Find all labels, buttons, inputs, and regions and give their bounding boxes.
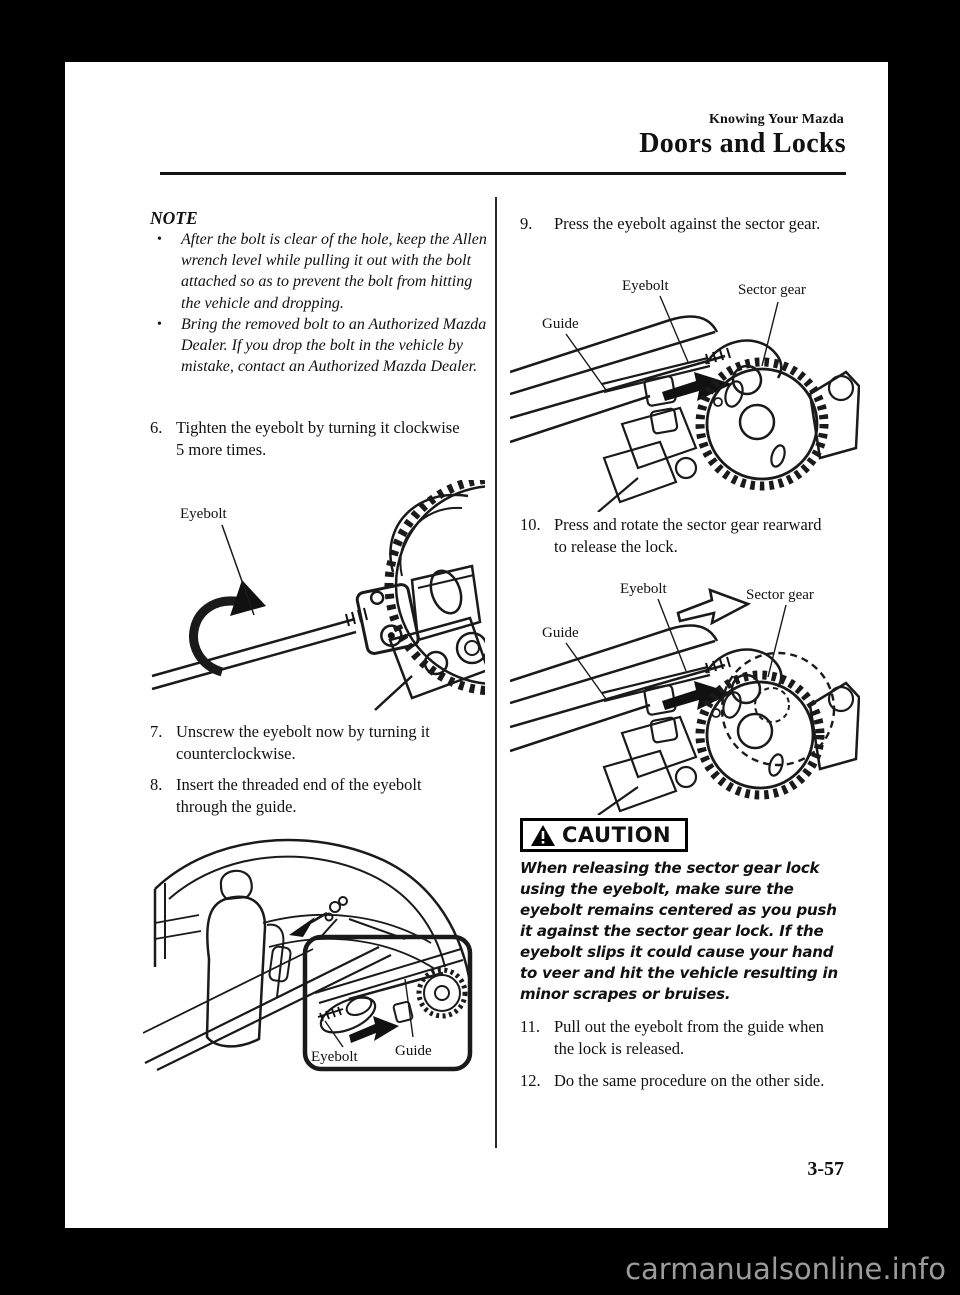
header-rule <box>160 172 846 175</box>
figure-label-sector-gear: Sector gear <box>738 282 806 298</box>
sector-gear-illustration <box>510 272 860 512</box>
bullet-glyph: • <box>157 316 162 332</box>
step-number: 10. <box>520 515 541 534</box>
caution-label: CAUTION <box>562 823 672 847</box>
eyebolt-gear-illustration <box>150 480 485 715</box>
caution-text: When releasing the sector gear lock using the eyebolt, make sure the eyebolt remains centered as you push it against the sector gear lock. If the eyebolt slips it could cause your hand to veer and hit the vehicle resulting in minor scrapes or bruises. <box>520 859 838 1003</box>
figure-car-inset <box>143 827 475 1072</box>
car-illustration <box>143 827 475 1072</box>
step-text: Do the same procedure on the other side. <box>554 1071 825 1090</box>
note-item <box>150 314 495 378</box>
note-block <box>150 208 495 377</box>
step-number: 11. <box>520 1017 541 1036</box>
figure-label-eyebolt: Eyebolt <box>620 581 667 597</box>
figure-sector-gear-press <box>510 272 860 512</box>
step-11 <box>520 1016 826 1059</box>
page-title: Doors and Locks <box>639 128 846 159</box>
step-number: 7. <box>150 722 163 741</box>
note-item <box>150 229 495 314</box>
warning-triangle-icon <box>531 825 555 846</box>
step-text: Pull out the eyebolt from the guide when the lock is released. <box>554 1017 824 1058</box>
note-label: NOTE <box>150 208 198 228</box>
figure-label-eyebolt: Eyebolt <box>180 506 227 522</box>
page-number: 3-57 <box>807 1158 844 1180</box>
watermark: carmanualsonline.info <box>625 1252 946 1286</box>
step-number: 12. <box>520 1071 541 1090</box>
step-text: Insert the threaded end of the eyebolt through the guide. <box>176 775 422 816</box>
section-eyebrow: Knowing Your Mazda <box>708 112 844 127</box>
bullet-glyph: • <box>157 232 162 247</box>
figure-label-guide: Guide <box>542 316 579 332</box>
step-6 <box>150 417 461 460</box>
step-9 <box>520 213 820 235</box>
step-text: Tighten the eyebolt by turning it clockwise 5 more times. <box>176 418 460 459</box>
figure-label-guide: Guide <box>395 1043 432 1059</box>
step-text: Press the eyebolt against the sector gear. <box>554 214 821 233</box>
figure-label-eyebolt: Eyebolt <box>622 278 669 294</box>
figure-sector-gear-rotate <box>510 573 860 815</box>
sector-gear-release-illustration <box>510 573 860 815</box>
step-number: 8. <box>150 775 163 794</box>
figure-label-guide: Guide <box>542 625 579 641</box>
step-10 <box>520 514 826 557</box>
figure-label-eyebolt: Eyebolt <box>311 1049 358 1065</box>
caution-header <box>520 818 688 852</box>
step-12 <box>520 1070 824 1092</box>
note-item-text: After the bolt is clear of the hole, keep the Allen wrench level while pulling it out with the bolt attached so as to prevent the bolt from hitting the vehicle and dropping. <box>181 231 487 312</box>
step-text: Press and rotate the sector gear rearward to release the lock. <box>554 515 822 556</box>
note-item-text: Bring the removed bolt to an Authorized Mazda Dealer. If you drop the bolt in the vehicle by mistake, contact an Authorized Mazda Dealer. <box>181 315 487 376</box>
step-7 <box>150 721 461 764</box>
step-number: 6. <box>150 418 163 437</box>
column-divider <box>495 197 497 1148</box>
step-number: 9. <box>520 214 533 233</box>
step-text: Unscrew the eyebolt now by turning it counterclockwise. <box>176 722 430 763</box>
step-8 <box>150 774 461 817</box>
manual-page <box>65 62 888 1228</box>
figure-label-sector-gear: Sector gear <box>746 587 814 603</box>
figure-eyebolt-tighten <box>150 480 485 715</box>
